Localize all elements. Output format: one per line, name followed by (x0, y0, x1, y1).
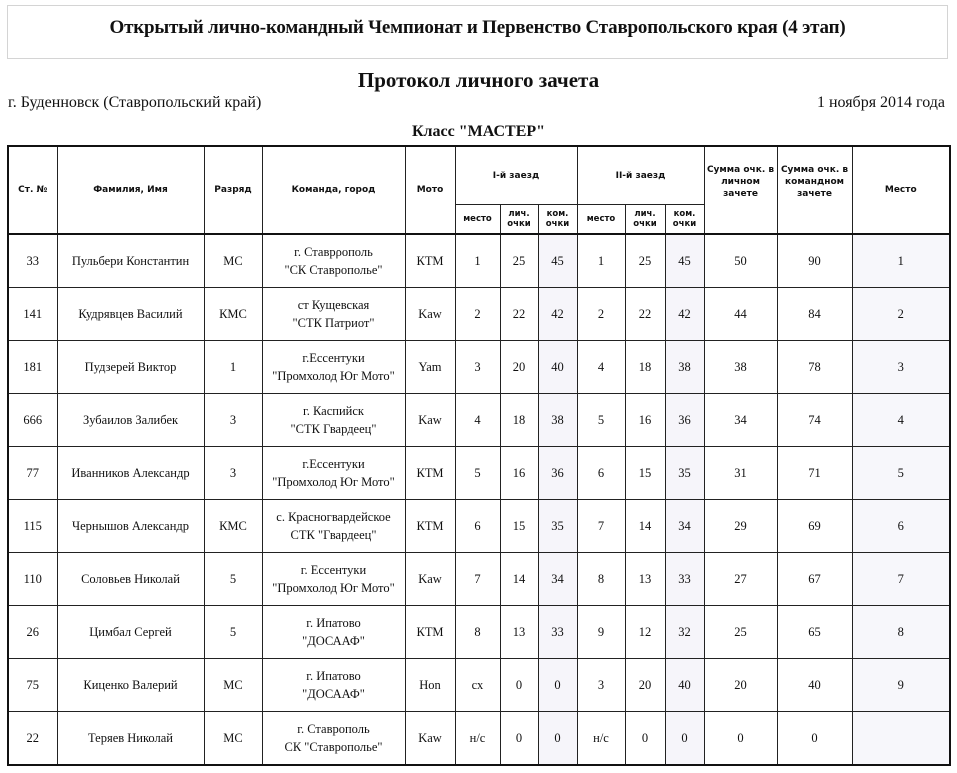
race1-team-points: 34 (538, 553, 577, 606)
table-row (8, 288, 950, 341)
rider-name: Кудрявцев Василий (57, 288, 204, 341)
race2-team-points: 36 (665, 394, 704, 447)
race1-place: 5 (455, 447, 500, 500)
rider-team (262, 712, 405, 766)
race1-personal-points: 13 (500, 606, 538, 659)
team-city: г. Каспийск (303, 404, 364, 418)
sum-personal: 20 (704, 659, 777, 712)
race1-personal-points: 0 (500, 712, 538, 766)
table-row (8, 712, 950, 766)
race2-place: 8 (577, 553, 625, 606)
sum-personal: 34 (704, 394, 777, 447)
race1-team-points: 45 (538, 234, 577, 288)
table-row (8, 341, 950, 394)
race1-personal-points: 16 (500, 447, 538, 500)
team-city: г.Ессентуки (302, 351, 365, 365)
class-label: Класс "МАСТЕР" (411, 123, 546, 140)
rider-rank: КМС (204, 500, 262, 553)
header-race2-place: место (577, 205, 625, 235)
header-team: Команда, город (262, 146, 405, 234)
sum-team: 67 (777, 553, 852, 606)
race1-place: сх (455, 659, 500, 712)
race1-place: 7 (455, 553, 500, 606)
rider-team (262, 606, 405, 659)
rider-team (262, 341, 405, 394)
moto-brand: КТМ (405, 447, 455, 500)
race2-personal-points: 15 (625, 447, 665, 500)
race2-personal-points: 22 (625, 288, 665, 341)
start-number: 22 (8, 712, 57, 766)
sum-personal: 25 (704, 606, 777, 659)
event-location: г. Буденновск (Ставропольский край) (8, 94, 262, 111)
race1-team-points: 33 (538, 606, 577, 659)
final-place: 8 (852, 606, 950, 659)
sum-team: 69 (777, 500, 852, 553)
team-club: "Промхолод Юг Мото" (272, 581, 395, 595)
race2-team-points: 0 (665, 712, 704, 766)
team-club: "ДОСААФ" (302, 634, 365, 648)
race2-team-points: 38 (665, 341, 704, 394)
results-body (8, 234, 950, 765)
race2-place: 4 (577, 341, 625, 394)
rider-rank: 5 (204, 553, 262, 606)
header-sum-team: Сумма очк. в командном зачете (777, 146, 852, 234)
rider-name: Пульбери Константин (57, 234, 204, 288)
start-number: 75 (8, 659, 57, 712)
final-place: 6 (852, 500, 950, 553)
header-moto: Мото (405, 146, 455, 234)
rider-name: Цимбал Сергей (57, 606, 204, 659)
header-race2-personal: лич. очки (625, 205, 665, 235)
sum-team: 65 (777, 606, 852, 659)
rider-rank: 3 (204, 394, 262, 447)
sum-team: 0 (777, 712, 852, 766)
race1-place: 2 (455, 288, 500, 341)
team-club: СК "Ставрополье" (284, 740, 383, 754)
team-city: г. Ставрополь (297, 722, 370, 736)
rider-team (262, 394, 405, 447)
results-table (7, 145, 951, 766)
race2-personal-points: 13 (625, 553, 665, 606)
start-number: 26 (8, 606, 57, 659)
rider-team (262, 553, 405, 606)
document-title: Открытый лично-командный Чемпионат и Первенство Ставропольского края (4 этап) (109, 17, 846, 38)
sum-team: 74 (777, 394, 852, 447)
header-name: Фамилия, Имя (57, 146, 204, 234)
table-row (8, 606, 950, 659)
race1-team-points: 35 (538, 500, 577, 553)
race2-place: 5 (577, 394, 625, 447)
moto-brand: Kaw (405, 288, 455, 341)
race2-personal-points: 16 (625, 394, 665, 447)
race2-team-points: 42 (665, 288, 704, 341)
header-race1-team: ком. очки (538, 205, 577, 235)
race1-personal-points: 15 (500, 500, 538, 553)
final-place: 2 (852, 288, 950, 341)
race1-personal-points: 20 (500, 341, 538, 394)
table-row (8, 394, 950, 447)
race1-place: н/с (455, 712, 500, 766)
sum-team: 90 (777, 234, 852, 288)
event-date: 1 ноября 2014 года (816, 94, 945, 111)
sum-personal: 50 (704, 234, 777, 288)
race1-place: 3 (455, 341, 500, 394)
moto-brand: Kaw (405, 394, 455, 447)
race1-personal-points: 14 (500, 553, 538, 606)
moto-brand: Kaw (405, 712, 455, 766)
start-number: 666 (8, 394, 57, 447)
race1-team-points: 36 (538, 447, 577, 500)
rider-rank: МС (204, 712, 262, 766)
rider-rank: 3 (204, 447, 262, 500)
race2-place: 9 (577, 606, 625, 659)
race1-personal-points: 18 (500, 394, 538, 447)
race1-place: 8 (455, 606, 500, 659)
moto-brand: КТМ (405, 606, 455, 659)
race2-personal-points: 18 (625, 341, 665, 394)
race2-place: 3 (577, 659, 625, 712)
header-place: Место (852, 146, 950, 234)
sum-personal: 0 (704, 712, 777, 766)
start-number: 77 (8, 447, 57, 500)
start-number: 33 (8, 234, 57, 288)
team-city: с. Красногвардейское (276, 510, 391, 524)
header-race1: I-й заезд (455, 146, 577, 205)
race2-personal-points: 0 (625, 712, 665, 766)
rider-rank: КМС (204, 288, 262, 341)
rider-name: Чернышов Александр (57, 500, 204, 553)
race1-team-points: 0 (538, 659, 577, 712)
header-sum-personal: Сумма очк. в личном зачете (704, 146, 777, 234)
team-club: "СК Ставрополье" (284, 263, 383, 277)
start-number: 181 (8, 341, 57, 394)
start-number: 115 (8, 500, 57, 553)
sum-team: 84 (777, 288, 852, 341)
race1-place: 6 (455, 500, 500, 553)
header-race2-team: ком. очки (665, 205, 704, 235)
team-city: г.Ессентуки (302, 457, 365, 471)
final-place: 5 (852, 447, 950, 500)
moto-brand: Kaw (405, 553, 455, 606)
final-place: 3 (852, 341, 950, 394)
table-row (8, 500, 950, 553)
race2-place: 7 (577, 500, 625, 553)
race2-personal-points: 14 (625, 500, 665, 553)
race1-personal-points: 22 (500, 288, 538, 341)
final-place: 4 (852, 394, 950, 447)
final-place: 9 (852, 659, 950, 712)
race1-team-points: 40 (538, 341, 577, 394)
rider-team (262, 500, 405, 553)
sum-personal: 27 (704, 553, 777, 606)
rider-team (262, 234, 405, 288)
table-row (8, 659, 950, 712)
rider-rank: МС (204, 234, 262, 288)
race2-place: н/с (577, 712, 625, 766)
race2-place: 1 (577, 234, 625, 288)
race2-team-points: 40 (665, 659, 704, 712)
moto-brand: КТМ (405, 234, 455, 288)
race2-team-points: 32 (665, 606, 704, 659)
header-rank: Разряд (204, 146, 262, 234)
rider-name: Иванников Александр (57, 447, 204, 500)
race2-place: 2 (577, 288, 625, 341)
sum-team: 40 (777, 659, 852, 712)
moto-brand: КТМ (405, 500, 455, 553)
rider-team (262, 659, 405, 712)
sum-team: 71 (777, 447, 852, 500)
header-race1-personal: лич. очки (500, 205, 538, 235)
start-number: 110 (8, 553, 57, 606)
race1-team-points: 0 (538, 712, 577, 766)
sum-personal: 31 (704, 447, 777, 500)
team-club: "Промхолод Юг Мото" (272, 369, 395, 383)
header-number: Ст. № (8, 146, 57, 234)
header-race2: II-й заезд (577, 146, 704, 205)
race2-team-points: 34 (665, 500, 704, 553)
header-race1-place: место (455, 205, 500, 235)
team-city: г. Ипатово (306, 669, 361, 683)
moto-brand: Yam (405, 341, 455, 394)
rider-rank: МС (204, 659, 262, 712)
rider-team (262, 288, 405, 341)
rider-name: Пудзерей Виктор (57, 341, 204, 394)
rider-name: Зубаилов Залибек (57, 394, 204, 447)
race2-team-points: 33 (665, 553, 704, 606)
sum-team: 78 (777, 341, 852, 394)
table-row (8, 234, 950, 288)
team-city: г. Ессентуки (300, 563, 367, 577)
race1-place: 4 (455, 394, 500, 447)
team-city: г. Ставрρополь (294, 245, 373, 259)
rider-rank: 5 (204, 606, 262, 659)
moto-brand: Hon (405, 659, 455, 712)
final-place (852, 712, 950, 766)
protocol-title: Протокол личного зачета (357, 68, 600, 92)
race1-place: 1 (455, 234, 500, 288)
race2-personal-points: 12 (625, 606, 665, 659)
table-row (8, 447, 950, 500)
sum-personal: 29 (704, 500, 777, 553)
team-club: "СТК Гвардеец" (290, 422, 377, 436)
sum-personal: 38 (704, 341, 777, 394)
team-club: СТК "Гвардеец" (290, 528, 377, 542)
rider-rank: 1 (204, 341, 262, 394)
sum-personal: 44 (704, 288, 777, 341)
table-row (8, 553, 950, 606)
rider-name: Теряев Николай (57, 712, 204, 766)
race1-personal-points: 0 (500, 659, 538, 712)
rider-team (262, 447, 405, 500)
team-club: "СТК Патриот" (292, 316, 375, 330)
race2-personal-points: 20 (625, 659, 665, 712)
start-number: 141 (8, 288, 57, 341)
team-city: ст Кущевская (297, 298, 370, 312)
race2-personal-points: 25 (625, 234, 665, 288)
rider-name: Соловьев Николай (57, 553, 204, 606)
race1-team-points: 42 (538, 288, 577, 341)
rider-name: Киценко Валерий (57, 659, 204, 712)
race1-team-points: 38 (538, 394, 577, 447)
race2-team-points: 45 (665, 234, 704, 288)
race1-personal-points: 25 (500, 234, 538, 288)
race2-place: 6 (577, 447, 625, 500)
final-place: 1 (852, 234, 950, 288)
final-place: 7 (852, 553, 950, 606)
team-city: г. Ипатово (306, 616, 361, 630)
team-club: "Промхолод Юг Мото" (272, 475, 395, 489)
team-club: "ДОСААФ" (302, 687, 365, 701)
title-box (7, 5, 948, 59)
race2-team-points: 35 (665, 447, 704, 500)
